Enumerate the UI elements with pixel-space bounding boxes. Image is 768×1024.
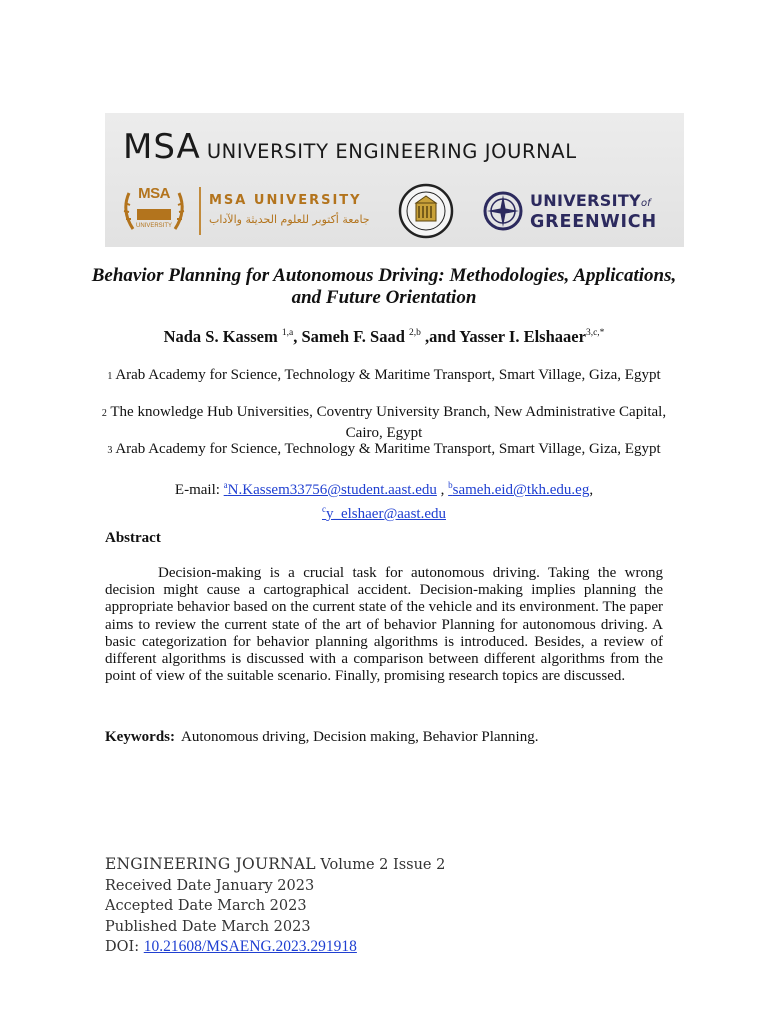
affiliation-number: 3 — [107, 445, 113, 456]
email-label: E-mail: — [174, 482, 224, 498]
email-link-c[interactable]: $^c$y_elshaer@aast.edu — [321, 504, 446, 522]
affiliation-text: Arab Academy for Science, Technology & Maritime Transport, Smart Village, Giza, Egypt — [115, 367, 661, 383]
greenwich-compass-icon — [483, 191, 523, 231]
msa-crest-text: MSA — [138, 185, 170, 202]
affiliation-number: 1 — [107, 371, 113, 382]
msa-crest-sub: UNIVERSITY — [135, 223, 172, 229]
greenwich-line2: GREENWICH — [530, 212, 657, 232]
affiliation-text: The knowledge Hub Universities, Coventry University Branch, New Administrative Capital, Cairo, Egypt — [110, 404, 667, 441]
banner-title-msa: MSA — [123, 127, 201, 167]
paper-title: Behavior Planning for Autonomous Driving: Methodologies, Applications, and Future Orientation — [91, 265, 677, 308]
greenwich-of: of — [640, 198, 651, 209]
keywords-label: Keywords: — [105, 729, 175, 745]
accepted-date: Accepted Date March 2023 — [105, 898, 307, 914]
affiliation-number: 2 — [101, 408, 107, 419]
banner-title — [123, 127, 577, 167]
email-link-b[interactable]: $^b$sameh.eid@tkh.edu.eg — [448, 480, 590, 498]
author-name: , Sameh F. Saad — [293, 327, 410, 346]
affiliation-3 — [100, 440, 668, 461]
author-name: ,and Yasser I. Elshaaer — [420, 327, 586, 346]
email-link-a[interactable]: $^a$N.Kassem33756@student.aast.edu — [223, 480, 437, 498]
author-affiliation-sup: 3,c,* — [585, 328, 605, 338]
author-affiliation-sup: 1,a — [281, 328, 294, 338]
msa-university-arabic-name: جامعة أكتوبر للعلوم الحديثة والآداب — [209, 213, 370, 226]
email-block: E-mail: $^a$N.Kassem33756@student.aast.edu , $^b$sameh.eid@tkh.edu.eg, $^c$y_elshaer@aast.edu — [174, 480, 594, 522]
journal-info — [105, 854, 445, 958]
affiliation-2 — [100, 403, 668, 442]
abstract-body: Decision-making is a crucial task for autonomous driving. Taking the wrong decision might cause a cartographical accident. Decision-making implies planning the appropriate behavior based on the current state of the vehicle and its environment. The paper aims to review the current state of the art of behavior Planning for autonomous driving. A basic categorization for behavior planning algorithms is introduced. Besides, a review of different algorithms is discussed with a comparison between different algorithms from the point of view of the suitable scenario. Finally, promising research topics are discussed. — [105, 565, 663, 685]
greenwich-wordmark — [530, 191, 657, 232]
keywords-text: Autonomous driving, Decision making, Behavior Planning. — [181, 729, 539, 745]
greenwich-line1: UNIVERSITY — [530, 191, 641, 210]
abstract-heading: Abstract — [105, 530, 161, 546]
journal-volume-issue: Volume 2 Issue 2 — [315, 857, 446, 873]
banner-title-rest: UNIVERSITY ENGINEERING JOURNAL — [206, 140, 577, 163]
keywords — [105, 729, 538, 746]
affiliation-1 — [100, 366, 668, 387]
affiliation-text: Arab Academy for Science, Technology & Maritime Transport, Smart Village, Giza, Egypt — [115, 441, 661, 457]
banner-divider — [199, 187, 201, 235]
journal-banner — [105, 113, 684, 247]
journal-name: ENGINEERING JOURNAL — [105, 855, 316, 873]
doi-link[interactable]: 10.21608/MSAENG.2023.291918 — [143, 938, 357, 955]
msa-university-name: MSA UNIVERSITY — [209, 193, 362, 208]
msa-crest-logo — [119, 183, 189, 239]
faculty-of-engineering-seal-icon — [398, 183, 454, 239]
author-list — [90, 327, 678, 347]
doi-label: DOI: — [105, 939, 144, 955]
author-affiliation-sup: 2,b — [409, 328, 421, 338]
published-date: Published Date March 2023 — [105, 918, 311, 935]
received-date: Received Date January 2023 — [105, 877, 315, 894]
author-name: Nada S. Kassem — [163, 327, 282, 346]
